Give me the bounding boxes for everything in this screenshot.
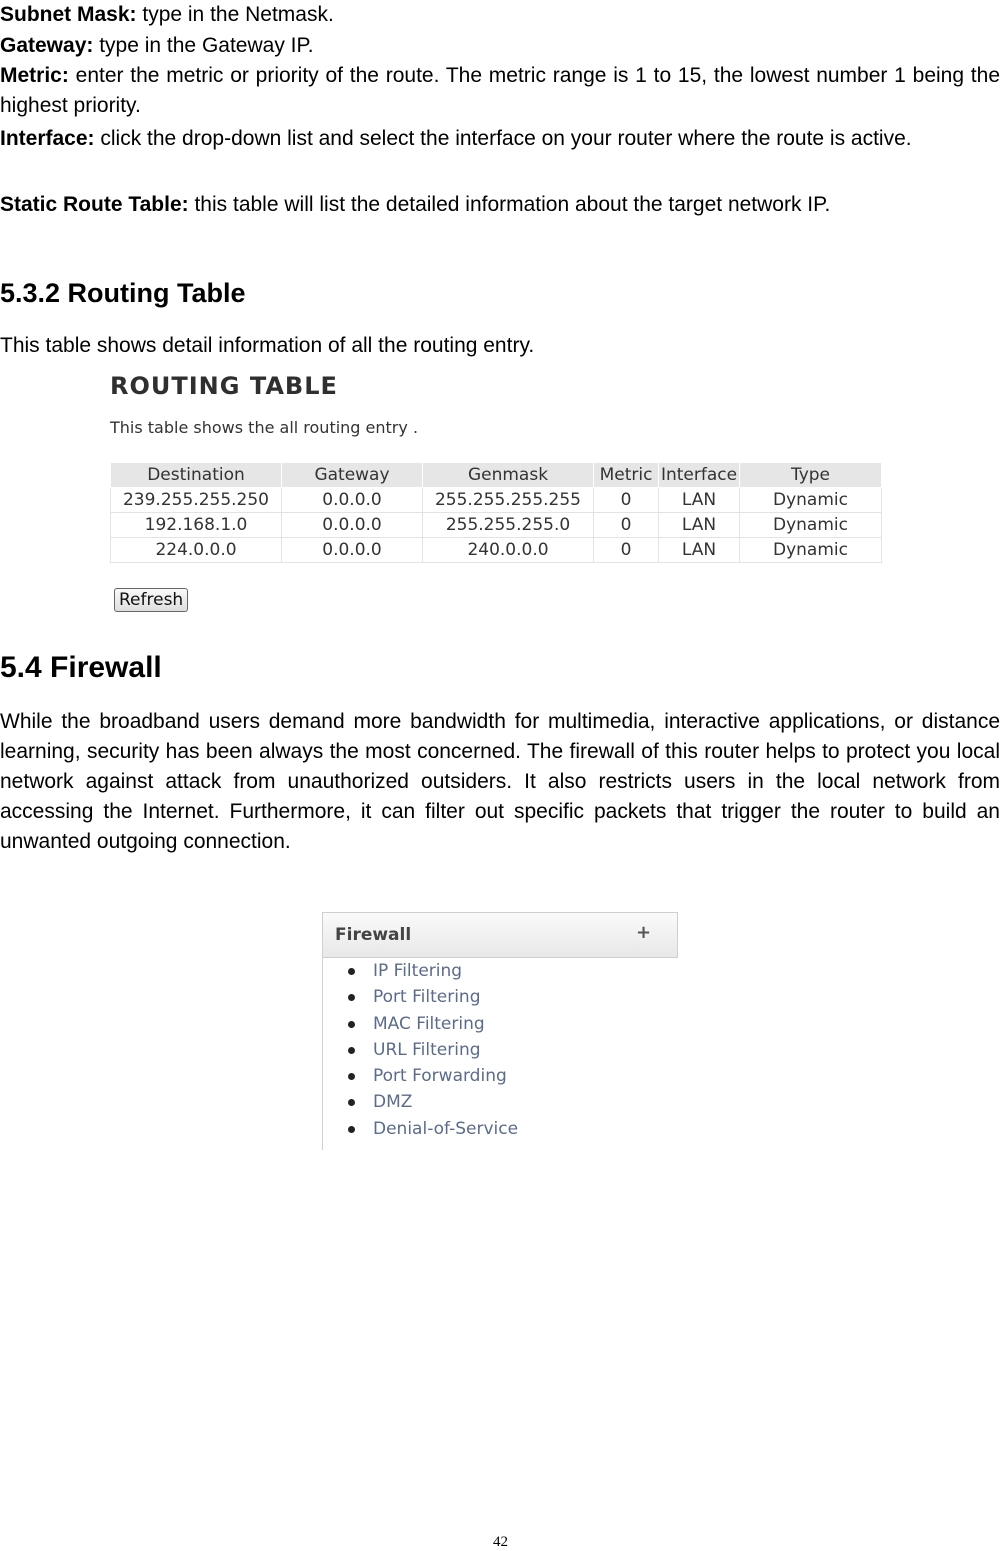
bullet-icon [348, 968, 355, 975]
definition-gateway: Gateway: type in the Gateway IP. [0, 34, 314, 57]
routing-table-heading: 5.3.2 Routing Table [0, 278, 246, 308]
column-genmask: Genmask [423, 463, 594, 488]
cell-interface: LAN [659, 488, 740, 513]
routing-table-intro: This table shows detail information of all the routing entry. [0, 334, 535, 357]
routing-table [110, 462, 882, 563]
cell-destination: 224.0.0.0 [111, 538, 282, 563]
refresh-button[interactable]: Refresh [114, 588, 188, 612]
cell-metric: 0 [594, 488, 659, 513]
cell-gateway: 0.0.0.0 [282, 513, 423, 538]
cell-metric: 0 [594, 538, 659, 563]
expand-plus-icon[interactable]: + [636, 922, 652, 943]
definition-interface: Interface: click the drop-down list and select the interface on your router where the route is active. [0, 127, 912, 150]
cell-type: Dynamic [740, 513, 882, 538]
menu-divider [322, 958, 323, 1150]
definition-metric: Metric: enter the metric or priority of the route. The metric range is 1 to 15, the lowest number 1 being the highest priority. [0, 64, 1000, 117]
bullet-icon [348, 994, 355, 1001]
table-row [111, 488, 882, 513]
cell-destination: 192.168.1.0 [111, 513, 282, 538]
routing-table-description: This table shows the all routing entry . [110, 418, 419, 437]
cell-genmask: 255.255.255.255 [423, 488, 594, 513]
page-number: 42 [493, 1534, 508, 1550]
column-interface: Interface [659, 463, 740, 488]
cell-destination: 239.255.255.250 [111, 488, 282, 513]
cell-interface: LAN [659, 513, 740, 538]
routing-table-screenshot [100, 366, 890, 621]
column-gateway: Gateway [282, 463, 423, 488]
cell-type: Dynamic [740, 488, 882, 513]
bullet-icon [348, 1047, 355, 1054]
cell-type: Dynamic [740, 538, 882, 563]
cell-gateway: 0.0.0.0 [282, 488, 423, 513]
table-row [111, 538, 882, 563]
bullet-icon [348, 1021, 355, 1028]
definition-subnet-mask: Subnet Mask: type in the Netmask. [0, 3, 334, 26]
cell-genmask: 240.0.0.0 [423, 538, 594, 563]
cell-gateway: 0.0.0.0 [282, 538, 423, 563]
routing-table-title: ROUTING TABLE [110, 372, 338, 400]
column-metric: Metric [594, 463, 659, 488]
column-type: Type [740, 463, 882, 488]
table-row [111, 513, 882, 538]
bullet-icon [348, 1073, 355, 1080]
cell-genmask: 255.255.255.0 [423, 513, 594, 538]
bullet-icon [348, 1126, 355, 1133]
firewall-menu-header[interactable] [322, 912, 678, 958]
firewall-paragraph: While the broadband users demand more bandwidth for multimedia, interactive applications, or distance learning, security has been always the most concerned. The firewall of this router helps to protect you local network against attack from unauthorized outsiders. It also restricts users in the local network from accessing the Internet. Furthermore, it can filter out specific packets that trigger the router to build an unwanted outgoing connection. [0, 710, 1000, 853]
cell-interface: LAN [659, 538, 740, 563]
firewall-heading: 5.4 Firewall [0, 651, 162, 684]
column-destination: Destination [111, 463, 282, 488]
routing-table-header-row [111, 463, 882, 488]
firewall-menu-screenshot: Firewall + IP Filtering Port Filtering MAC Filtering URL Filtering Port Forwarding DMZ Denial-of-Service [322, 912, 678, 1152]
definition-static-route-table: Static Route Table: this table will list the detailed information about the target network IP. [0, 193, 831, 216]
firewall-menu-title: Firewall [335, 925, 412, 945]
cell-metric: 0 [594, 513, 659, 538]
bullet-icon [348, 1099, 355, 1106]
